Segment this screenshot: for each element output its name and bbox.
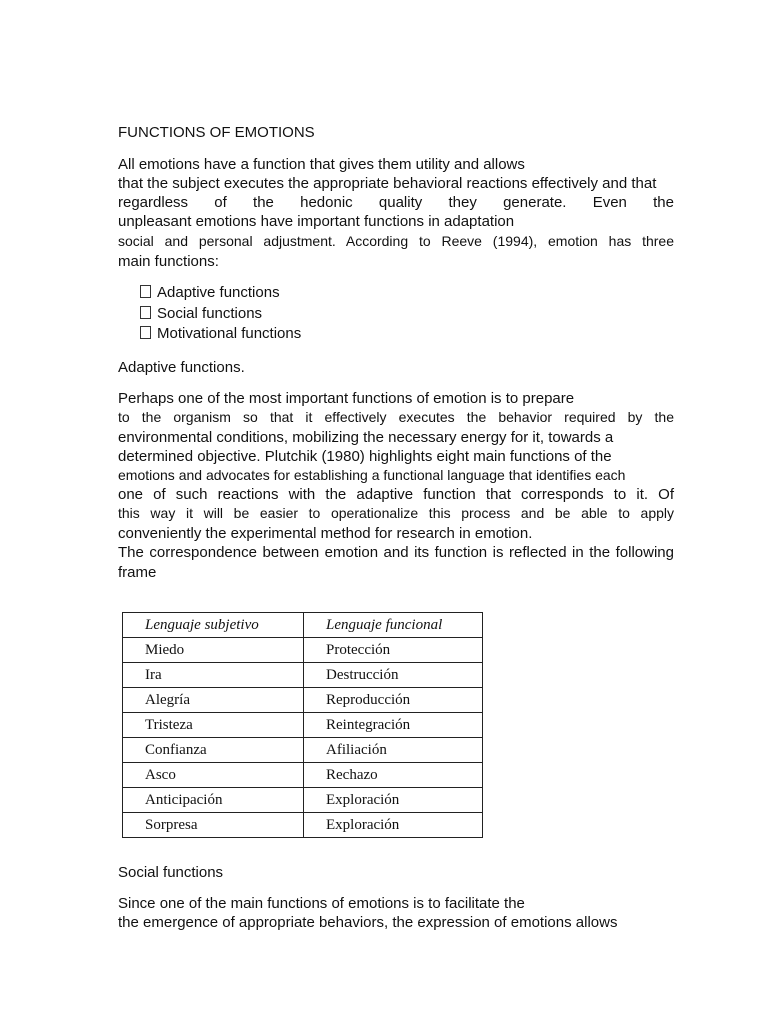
- section-heading: Social functions: [118, 864, 224, 881]
- table-cell: Sorpresa: [123, 813, 304, 838]
- intro-line: All emotions have a function that gives them utility and allows: [118, 156, 525, 173]
- body-line: The correspondence between emotion and its function is reflected in the following: [118, 544, 674, 561]
- body-line: one of such reactions with the adaptive function that corresponds to it. Of: [118, 486, 674, 503]
- table-cell: Exploración: [304, 788, 483, 813]
- body-line: determined objective. Plutchik (1980) highlights eight main functions of the: [118, 448, 612, 465]
- body-line: the emergence of appropriate behaviors, the expression of emotions allows: [118, 914, 618, 931]
- table-row: [123, 713, 483, 738]
- checkbox-icon: [140, 326, 151, 339]
- table-cell: Destrucción: [304, 663, 483, 688]
- table-row: [123, 738, 483, 763]
- table-cell: Asco: [123, 763, 304, 788]
- intro-line: unpleasant emotions have important functions in adaptation: [118, 213, 515, 230]
- table-cell: Alegría: [123, 688, 304, 713]
- bullet-item: [140, 284, 280, 301]
- table-cell: Confianza: [123, 738, 304, 763]
- table-cell: Tristeza: [123, 713, 304, 738]
- bullet-label: Adaptive functions: [157, 284, 280, 301]
- intro-line: regardless of the hedonic quality they generate. Even the: [118, 194, 674, 211]
- bullet-item: [140, 305, 262, 322]
- intro-line: main functions:: [118, 253, 219, 270]
- table-header: Lenguaje funcional: [304, 613, 483, 638]
- table-row: [123, 813, 483, 838]
- body-line: Perhaps one of the most important functions of emotion is to prepare: [118, 390, 575, 407]
- table-row: [123, 638, 483, 663]
- intro-line: that the subject executes the appropriate behavioral reactions effectively and that: [118, 175, 657, 192]
- bullet-label: Motivational functions: [157, 325, 302, 342]
- table-cell: Exploración: [304, 813, 483, 838]
- table-row: [123, 788, 483, 813]
- table-header-row: [123, 613, 483, 638]
- table-cell: Reintegración: [304, 713, 483, 738]
- table-row: [123, 688, 483, 713]
- table-cell: Rechazo: [304, 763, 483, 788]
- bullet-item: [140, 325, 301, 342]
- table-cell: Anticipación: [123, 788, 304, 813]
- checkbox-icon: [140, 285, 151, 298]
- body-line: emotions and advocates for establishing a functional language that identifies each: [118, 467, 626, 483]
- table-row: [123, 663, 483, 688]
- body-line: environmental conditions, mobilizing the necessary energy for it, towards a: [118, 429, 614, 446]
- body-line: this way it will be easier to operationalize this process and be able to apply: [118, 505, 674, 521]
- table-cell: Afiliación: [304, 738, 483, 763]
- emotion-function-table: [122, 612, 483, 838]
- body-line: Since one of the main functions of emotions is to facilitate the: [118, 895, 525, 912]
- table-cell: Miedo: [123, 638, 304, 663]
- table-cell: Ira: [123, 663, 304, 688]
- body-line: frame: [118, 564, 157, 581]
- table-cell: Reproducción: [304, 688, 483, 713]
- checkbox-icon: [140, 306, 151, 319]
- table-cell: Protección: [304, 638, 483, 663]
- body-line: to the organism so that it effectively executes the behavior required by the: [118, 409, 674, 425]
- table-row: [123, 763, 483, 788]
- body-line: conveniently the experimental method for research in emotion.: [118, 525, 533, 542]
- document-title: FUNCTIONS OF EMOTIONS: [118, 124, 315, 141]
- intro-line: social and personal adjustment. According to Reeve (1994), emotion has three: [118, 233, 674, 249]
- bullet-label: Social functions: [157, 305, 263, 322]
- section-heading: Adaptive functions.: [118, 359, 245, 376]
- table-header: Lenguaje subjetivo: [123, 613, 304, 638]
